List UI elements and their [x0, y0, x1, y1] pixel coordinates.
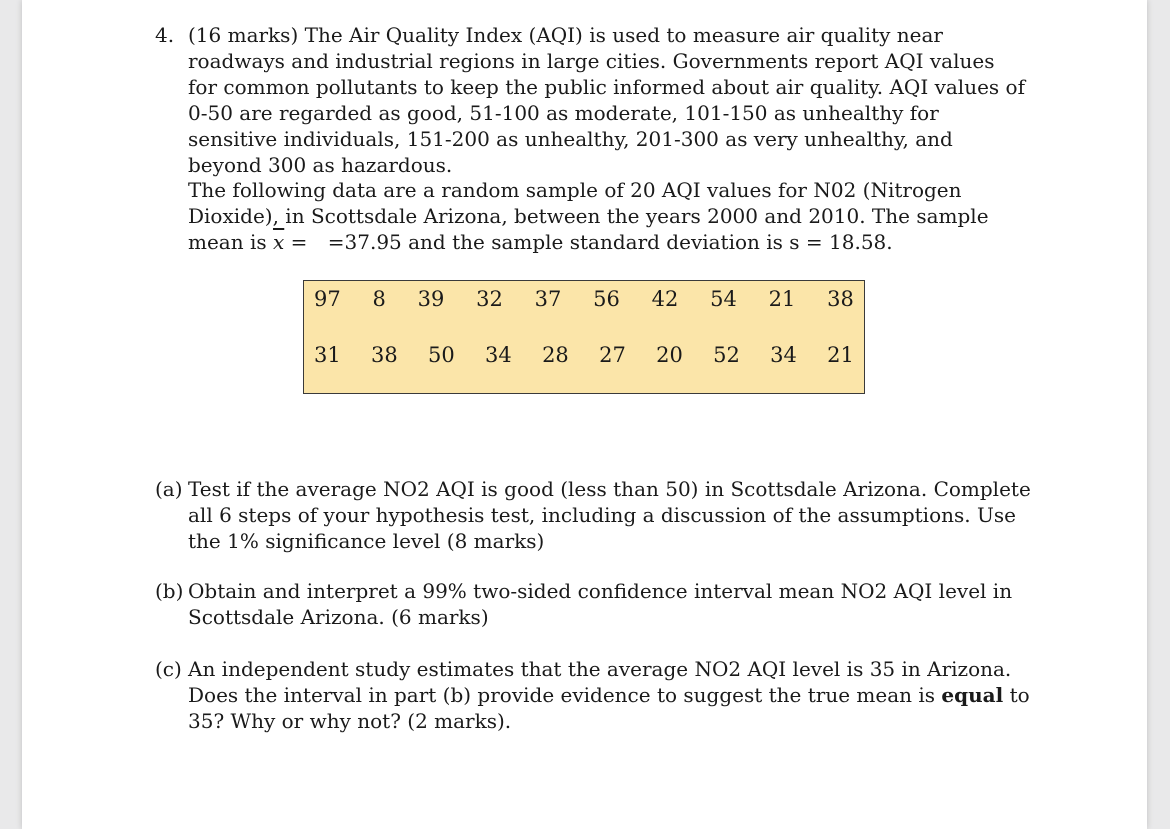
data-description: [188, 177, 1038, 255]
data-cell: 8: [372, 287, 386, 311]
part-a-label: (a): [155, 477, 183, 501]
data-cell: 39: [417, 287, 445, 311]
data-cell: 34: [485, 343, 512, 367]
part-a-text: Test if the average NO2 AQI is good (less than 50) in Scottsdale Arizona. Complete all 6 steps of your hypothesis test, including a discussion of the assumptions. Use the 1% significance level (8 marks): [188, 477, 1031, 553]
data-cell: 34: [770, 343, 797, 367]
standard-deviation-text: and the sample standard deviation is s = 18.58.: [408, 230, 893, 254]
aqi-data-table: [303, 280, 865, 394]
part-a: [155, 476, 1035, 554]
part-c-text: [188, 656, 1035, 734]
part-c-text-before: An independent study estimates that the average NO2 AQI level is 35 in Arizona. Does the interval in part (b) provide evidence to suggest the true mean is: [188, 657, 1012, 707]
question-intro: (16 marks) The Air Quality Index (AQI) is used to measure air quality near roadways and industrial regions in large cities. Governments report AQI values for common pollutants to keep the public informed about air quality. AQI values of 0-50 are regarded as good, 51-100 as moderate, 101-150 as unhealthy for sensitive individuals, 151-200 as unhealthy, 201-300 as very unhealthy, and beyond 300 as hazardous.: [188, 23, 1025, 177]
part-c: [155, 656, 1035, 734]
data-cell: 42: [651, 287, 679, 311]
data-cell: 52: [713, 343, 740, 367]
data-cell: 38: [371, 343, 398, 367]
data-cell: 31: [314, 343, 341, 367]
part-c-label: (c): [155, 657, 182, 681]
data-cell: 21: [827, 343, 854, 367]
part-b-text: Obtain and interpret a 99% two-sided confidence interval mean NO2 AQI level in Scottsdale Arizona. (6 marks): [188, 579, 1013, 629]
document-page: [22, 0, 1147, 829]
part-b-label: (b): [155, 579, 184, 603]
data-row-1: [314, 286, 854, 312]
data-cell: 54: [710, 287, 737, 311]
data-cell: 21: [768, 287, 796, 311]
part-b: [155, 578, 1035, 630]
data-description-text: The following data are a random sample of 20 AQI values for N02 (Nitrogen Dioxide), in Scottsdale Arizona, between the years 2000 and 2010. The sample mean is: [188, 178, 989, 254]
equals-sign: =: [290, 230, 308, 254]
sample-mean-symbol: $\overline{x}$: [272, 230, 285, 254]
part-c-text-after: to 35? Why or why not? (2 marks).: [188, 683, 1030, 733]
data-cell: 32: [476, 287, 503, 311]
sample-mean-value: =37.95: [327, 230, 402, 254]
data-row-2: [314, 342, 854, 368]
question-number: 4.: [155, 23, 175, 47]
data-cell: 37: [534, 287, 562, 311]
data-cell: 38: [827, 287, 854, 311]
data-cell: 20: [656, 343, 683, 367]
data-cell: 27: [599, 343, 626, 367]
data-cell: 97: [314, 287, 341, 311]
data-cell: 56: [593, 287, 620, 311]
part-c-emphasis: equal: [941, 683, 1004, 707]
data-cell: 28: [542, 343, 569, 367]
data-cell: 50: [428, 343, 455, 367]
